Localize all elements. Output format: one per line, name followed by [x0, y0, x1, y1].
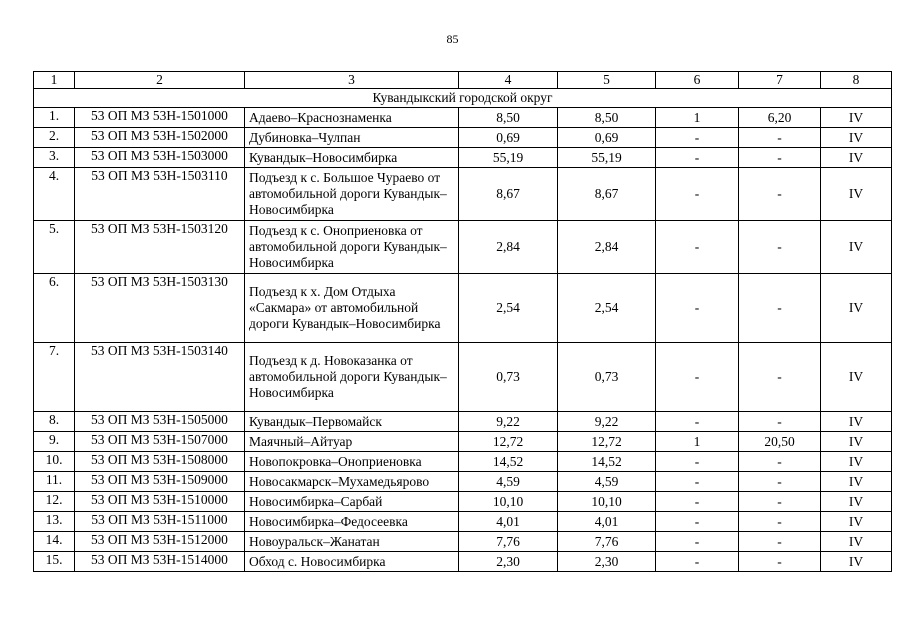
table-row	[34, 108, 892, 128]
road-name: Новосимбирка–Федосеевка	[245, 512, 459, 532]
road-code: 53 ОП МЗ 53Н-1505000	[75, 412, 245, 432]
col7-value: -	[739, 168, 821, 221]
road-code: 53 ОП МЗ 53Н-1503110	[75, 168, 245, 221]
road-code: 53 ОП МЗ 53Н-1503140	[75, 343, 245, 412]
length-col5: 2,84	[558, 221, 656, 274]
header-cell-1: 1	[34, 72, 75, 89]
road-category: IV	[821, 432, 892, 452]
length-col5: 0,69	[558, 128, 656, 148]
row-number: 11.	[34, 472, 75, 492]
table-row	[34, 532, 892, 552]
row-number: 14.	[34, 532, 75, 552]
col7-value: -	[739, 343, 821, 412]
col7-value: 20,50	[739, 432, 821, 452]
col6-value: -	[656, 512, 739, 532]
group-row	[34, 89, 892, 108]
length-col5: 8,67	[558, 168, 656, 221]
roads-table	[33, 71, 892, 572]
table-row	[34, 412, 892, 432]
road-category: IV	[821, 512, 892, 532]
road-category: IV	[821, 452, 892, 472]
length-col5: 2,30	[558, 552, 656, 572]
road-code: 53 ОП МЗ 53Н-1503120	[75, 221, 245, 274]
road-name: Кувандык–Новосимбирка	[245, 148, 459, 168]
col6-value: -	[656, 221, 739, 274]
col7-value: -	[739, 472, 821, 492]
table-row	[34, 452, 892, 472]
length-col5: 0,73	[558, 343, 656, 412]
row-number: 9.	[34, 432, 75, 452]
row-number: 2.	[34, 128, 75, 148]
row-number: 5.	[34, 221, 75, 274]
table-row	[34, 512, 892, 532]
road-category: IV	[821, 412, 892, 432]
table-row	[34, 168, 892, 221]
length-col5: 8,50	[558, 108, 656, 128]
length-total: 14,52	[459, 452, 558, 472]
table-row	[34, 343, 892, 412]
col7-value: -	[739, 552, 821, 572]
length-total: 2,54	[459, 274, 558, 343]
col7-value: -	[739, 492, 821, 512]
header-cell-7: 7	[739, 72, 821, 89]
road-code: 53 ОП МЗ 53Н-1512000	[75, 532, 245, 552]
road-category: IV	[821, 221, 892, 274]
col6-value: -	[656, 168, 739, 221]
header-cell-2: 2	[75, 72, 245, 89]
length-total: 2,30	[459, 552, 558, 572]
col7-value: -	[739, 274, 821, 343]
road-code: 53 ОП МЗ 53Н-1503000	[75, 148, 245, 168]
road-code: 53 ОП МЗ 53Н-1508000	[75, 452, 245, 472]
col6-value: 1	[656, 108, 739, 128]
road-category: IV	[821, 128, 892, 148]
table-row	[34, 492, 892, 512]
header-cell-8: 8	[821, 72, 892, 89]
col6-value: -	[656, 532, 739, 552]
road-name: Новоуральск–Жанатан	[245, 532, 459, 552]
row-number: 13.	[34, 512, 75, 532]
road-name: Подъезд к х. Дом Отдыха «Сакмара» от автомобильной дороги Кувандык–Новосимбирка	[245, 274, 459, 343]
header-cell-4: 4	[459, 72, 558, 89]
road-name: Обход с. Новосимбирка	[245, 552, 459, 572]
col7-value: -	[739, 128, 821, 148]
length-col5: 2,54	[558, 274, 656, 343]
road-name: Маячный–Айтуар	[245, 432, 459, 452]
road-code: 53 ОП МЗ 53Н-1503130	[75, 274, 245, 343]
length-col5: 4,01	[558, 512, 656, 532]
road-category: IV	[821, 492, 892, 512]
road-code: 53 ОП МЗ 53Н-1507000	[75, 432, 245, 452]
road-code: 53 ОП МЗ 53Н-1509000	[75, 472, 245, 492]
col7-value: -	[739, 452, 821, 472]
road-category: IV	[821, 472, 892, 492]
road-category: IV	[821, 532, 892, 552]
table-row	[34, 472, 892, 492]
road-name: Подъезд к с. Большое Чураево от автомобильной дороги Кувандык–Новосимбирка	[245, 168, 459, 221]
row-number: 8.	[34, 412, 75, 432]
length-total: 10,10	[459, 492, 558, 512]
col7-value: -	[739, 532, 821, 552]
row-number: 12.	[34, 492, 75, 512]
road-code: 53 ОП МЗ 53Н-1514000	[75, 552, 245, 572]
col6-value: -	[656, 148, 739, 168]
col6-value: -	[656, 128, 739, 148]
col6-value: -	[656, 274, 739, 343]
length-col5: 4,59	[558, 472, 656, 492]
row-number: 3.	[34, 148, 75, 168]
length-col5: 9,22	[558, 412, 656, 432]
col7-value: -	[739, 148, 821, 168]
road-name: Кувандык–Первомайск	[245, 412, 459, 432]
col6-value: 1	[656, 432, 739, 452]
road-name: Дубиновка–Чулпан	[245, 128, 459, 148]
road-name: Подъезд к д. Новоказанка от автомобильной дороги Кувандык–Новосимбирка	[245, 343, 459, 412]
col6-value: -	[656, 343, 739, 412]
length-col5: 14,52	[558, 452, 656, 472]
table-row	[34, 128, 892, 148]
road-name: Адаево–Краснознаменка	[245, 108, 459, 128]
length-total: 8,50	[459, 108, 558, 128]
road-code: 53 ОП МЗ 53Н-1510000	[75, 492, 245, 512]
road-category: IV	[821, 108, 892, 128]
page-number: 85	[446, 32, 459, 46]
road-name: Новопокровка–Оноприеновка	[245, 452, 459, 472]
length-total: 0,69	[459, 128, 558, 148]
length-total: 55,19	[459, 148, 558, 168]
road-category: IV	[821, 168, 892, 221]
col7-value: -	[739, 512, 821, 532]
col6-value: -	[656, 492, 739, 512]
row-number: 1.	[34, 108, 75, 128]
road-code: 53 ОП МЗ 53Н-1502000	[75, 128, 245, 148]
road-code: 53 ОП МЗ 53Н-1501000	[75, 108, 245, 128]
row-number: 7.	[34, 343, 75, 412]
road-code: 53 ОП МЗ 53Н-1511000	[75, 512, 245, 532]
row-number: 4.	[34, 168, 75, 221]
table-row	[34, 552, 892, 572]
header-row	[34, 72, 892, 89]
col7-value: 6,20	[739, 108, 821, 128]
row-number: 15.	[34, 552, 75, 572]
length-total: 4,59	[459, 472, 558, 492]
road-name: Подъезд к с. Оноприеновка от автомобильной дороги Кувандык–Новосимбирка	[245, 221, 459, 274]
col6-value: -	[656, 472, 739, 492]
table-row	[34, 274, 892, 343]
row-number: 6.	[34, 274, 75, 343]
length-total: 4,01	[459, 512, 558, 532]
length-total: 12,72	[459, 432, 558, 452]
length-col5: 12,72	[558, 432, 656, 452]
header-cell-5: 5	[558, 72, 656, 89]
road-name: Новосакмарск–Мухамедьярово	[245, 472, 459, 492]
length-col5: 7,76	[558, 532, 656, 552]
length-col5: 10,10	[558, 492, 656, 512]
length-col5: 55,19	[558, 148, 656, 168]
road-category: IV	[821, 148, 892, 168]
col7-value: -	[739, 412, 821, 432]
table-row	[34, 221, 892, 274]
row-number: 10.	[34, 452, 75, 472]
length-total: 8,67	[459, 168, 558, 221]
length-total: 9,22	[459, 412, 558, 432]
road-category: IV	[821, 274, 892, 343]
road-name: Новосимбирка–Сарбай	[245, 492, 459, 512]
group-title: Кувандыкский городской округ	[34, 89, 892, 108]
length-total: 2,84	[459, 221, 558, 274]
table-row	[34, 432, 892, 452]
table-row	[34, 148, 892, 168]
col6-value: -	[656, 552, 739, 572]
col6-value: -	[656, 452, 739, 472]
col6-value: -	[656, 412, 739, 432]
col7-value: -	[739, 221, 821, 274]
length-total: 0,73	[459, 343, 558, 412]
header-cell-6: 6	[656, 72, 739, 89]
road-category: IV	[821, 343, 892, 412]
header-cell-3: 3	[245, 72, 459, 89]
road-category: IV	[821, 552, 892, 572]
length-total: 7,76	[459, 532, 558, 552]
